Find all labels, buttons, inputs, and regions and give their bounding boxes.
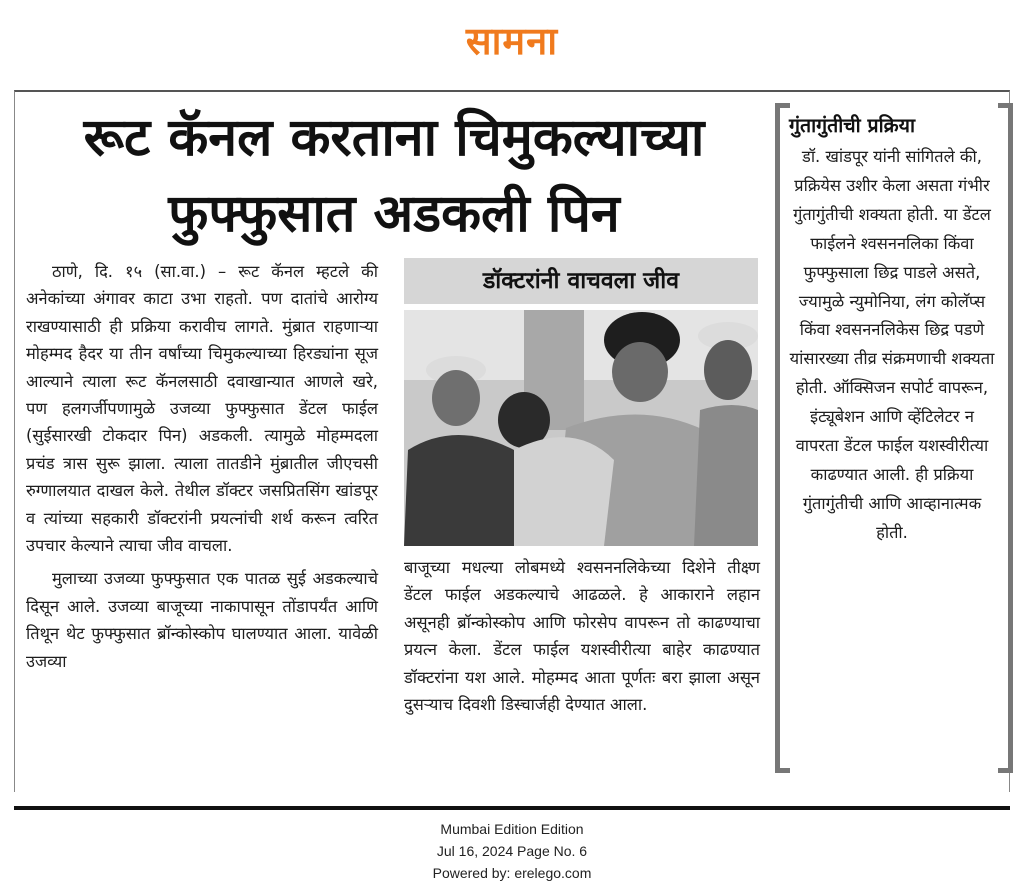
- left-column: [26, 258, 378, 681]
- doctors-with-child-image: [404, 310, 758, 546]
- middle-paragraph-1: बाजूच्या मधल्या लोबमध्ये श्वसननलिकेच्या दिशेने तीक्ष्ण डेंटल फाईल अडकल्याचे आढळले. हे आकाराने लहान असूनही ब्रॉन्कोस्कोप आणि फोरसेप वापरून तो काढण्याचा प्रयत्न केला. डेंटल फाईल यशस्वीरीत्या बाहेर काढण्यात डॉक्टरांना यश आले. मोहम्मद आता पूर्णतः बरा झाला असून दुसऱ्याच दिवशी डिस्चार्जही देण्यात आला.: [404, 558, 760, 715]
- article-headline: [24, 100, 764, 252]
- footer-edition: Mumbai Edition Edition: [440, 821, 584, 837]
- headline-line-2: फुफ्फुसात अडकली पिन: [168, 184, 620, 244]
- sidebar-right-bracket: [998, 103, 1013, 773]
- sub-headline: डॉक्टरांनी वाचवला जीव: [404, 258, 758, 304]
- sidebar-left-bracket: [775, 103, 790, 773]
- footer-divider: [14, 806, 1010, 810]
- sidebar-box: [775, 103, 1013, 775]
- middle-column: [404, 554, 760, 724]
- sidebar-title: गुंतागुंतीची प्रक्रिया: [789, 114, 915, 137]
- headline-line-1: रूट कॅनल करताना चिमुकल्याच्या: [83, 108, 705, 168]
- article-photo: [404, 310, 758, 546]
- footer-powered-by: Powered by: erelego.com: [432, 865, 592, 881]
- sidebar-text: डॉ. खांडपूर यांनी सांगितले की, प्रक्रियेस उशीर केला असता गंभीर गुंतागुंतीची शक्यता होती. या डेंटल फाईलने श्वसननलिका किंवा फुफ्फुसाला छिद्र पाडले असते, ज्यामुळे न्युमोनिया, लंग कोलॅप्स किंवा श्वसननलिकेस छिद्र पडणे यांसारख्या तीव्र संक्रमणाची शक्यता होती. ऑक्सिजन सपोर्ट वापरून, इंट्यूबेशन आणि व्हेंटिलेटर न वापरता डेंटल फाईल यशस्वीरीत्या काढण्यात आली. ही प्रक्रिया गुंतागुंतीची आणि आव्हानात्मक होती.: [789, 147, 995, 542]
- page-footer: [0, 818, 1024, 884]
- masthead-logo: सामना: [465, 19, 559, 63]
- left-paragraph-2: मुलाच्या उजव्या फुफ्फुसात एक पातळ सुई अडकल्याचे दिसून आले. उजव्या बाजूच्या नाकापासून तोंडापर्यंत आणि तिथून थेट फुफ्फुसात ब्रॉन्कोस्कोप घालण्यात आला. यावेळी उजव्या: [26, 569, 378, 671]
- left-paragraph-1: ठाणे, दि. १५ (सा.वा.) – रूट कॅनल म्हटले की अनेकांच्या अंगावर काटा उभा राहतो. पण दातांचे आरोग्य राखण्यासाठी ही प्रक्रिया करावीच लागते. मुंब्रात राहणाऱ्या मोहम्मद हैदर या तीन वर्षांच्या चिमुकल्याच्या हिरड्यांना सूज आल्याने त्याला रूट कॅनलसाठी दवाखान्यात आणले खरे, पण हलगर्जीपणामुळे उजव्या फुफ्फुसात डेंटल फाईल (सुईसारखी टोकदार पिन) अडकली. त्यामुळे मोहम्मदला प्रचंड त्रास सुरू झाला. त्याला तातडीने मुंब्रातील जीएचसी रुग्णालयात दाखल केले. तेथील डॉक्टर जसप्रितसिंग खांडपूर व त्यांच्या सहकारी डॉक्टरांनी प्रयत्नांची शर्थ करून त्वरित उपचार केल्याने त्याचा जीव वाचला.: [26, 262, 378, 556]
- footer-date-page: Jul 16, 2024 Page No. 6: [436, 843, 588, 859]
